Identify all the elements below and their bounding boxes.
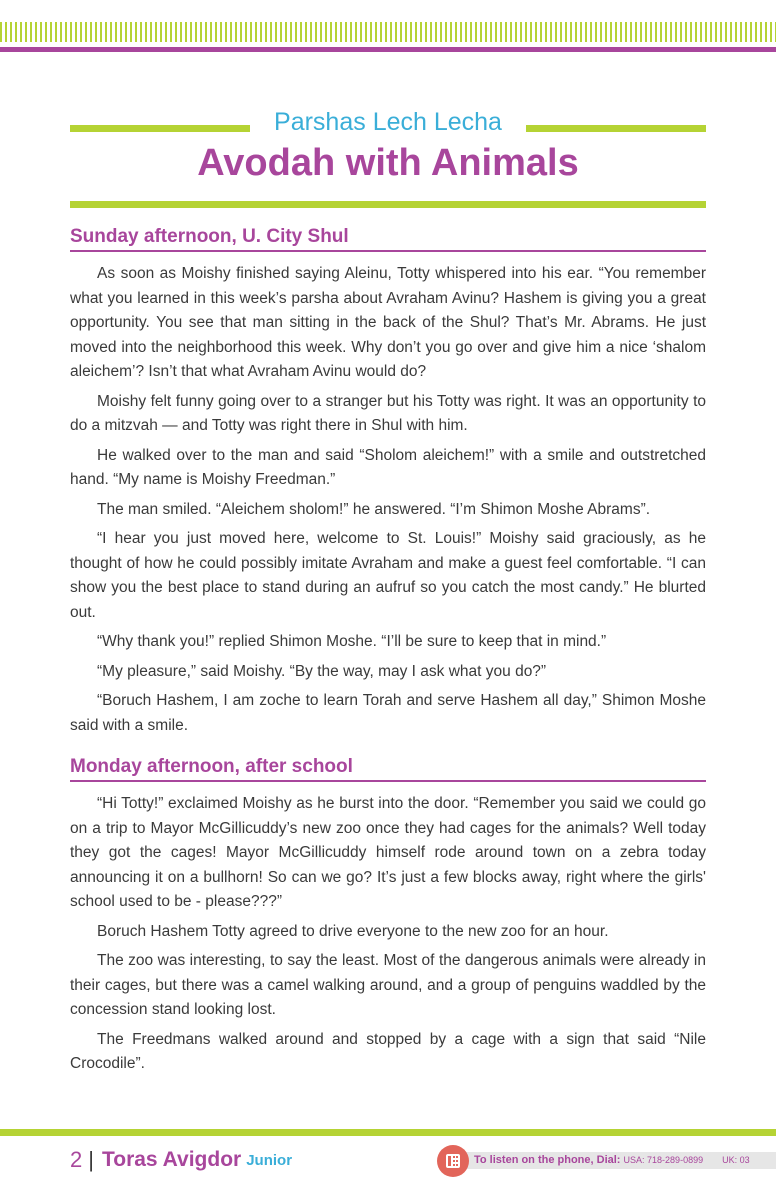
paragraph: “Boruch Hashem, I am zoche to learn Torah and serve Hashem all day,” Shimon Moshe said with a smile. [70, 692, 706, 734]
paragraph: “My pleasure,” said Moishy. “By the way, may I ask what you do?” [97, 662, 547, 680]
section-heading: Monday afternoon, after school [70, 756, 706, 782]
phone-label: To listen on the phone, Dial: [474, 1154, 621, 1166]
article-body [70, 226, 706, 1082]
paragraph: “Why thank you!” replied Shimon Moshe. “I’ll be sure to keep that in mind.” [97, 633, 607, 650]
phone-icon [437, 1145, 469, 1177]
paragraph: “Hi Totty!” exclaimed Moishy as he burst into the door. “Remember you said we could go on a trip to Mayor McGillicuddy’s new zoo once they had cages for the animals? Well today they got the cages! Mayor McGillicuddy himself rode around town on a zebra today announcing it on a bullhorn! So can we go? It’s just a few blocks away, right where the girls' school used to be - please???” [70, 795, 706, 910]
brand-name: Toras Avigdor [101, 1148, 242, 1171]
footer-branding [70, 1146, 292, 1174]
paragraph: The zoo was interesting, to say the least. Most of the dangerous animals were already in their cages, but there was a camel walking around, and a group of penguins waddled by the concession stand looking lost. [70, 952, 706, 1018]
page-title: Avodah with Animals [197, 142, 579, 184]
phone-usa: USA: 718-289-0899 [623, 1155, 704, 1165]
parsha-subtitle: Parshas Lech Lecha [274, 108, 502, 136]
decorative-tick-border [0, 22, 776, 42]
footer-separator: | [88, 1147, 94, 1172]
footer-divider [0, 1129, 776, 1136]
top-divider [0, 47, 776, 52]
paragraph: Moishy felt funny going over to a stranger but his Totty was right. It was an opportunity to do a mitzvah — and Totty was right there in Shul with him. [70, 392, 706, 434]
paragraph: As soon as Moishy finished saying Aleinu, Totty whispered into his ear. “You remember what you learned in this week’s parsha about Avraham Avinu? Hashem is giving you a great opportunity. You see that man sitting in the back of the Shul? That’s Mr. Abrams. He just moved into the neighborhood this week. Why don’t you go over and give him a nice ‘shalom aleichem’? Isn’t that what Avraham Avinu would do? [70, 265, 706, 380]
paragraph: The Freedmans walked around and stopped by a cage with a sign that said “Nile Crocodile”. [70, 1030, 706, 1072]
subtitle-line-right [526, 125, 706, 132]
page-number: 2 [70, 1147, 83, 1172]
paragraph: He walked over to the man and said “Sholom aleichem!” with a smile and outstretched hand. “My name is Moishy Freedman.” [70, 446, 706, 488]
brand-junior: Junior [246, 1151, 293, 1169]
phone-uk: UK: 03 [722, 1155, 750, 1165]
paragraph: The man smiled. “Aleichem sholom!” he answered. “I’m Shimon Moshe Abrams”. [97, 500, 651, 518]
paragraph: “I hear you just moved here, welcome to St. Louis!” Moishy said graciously, as he thought of how he could possibly imitate Avraham and make a guest feel comfortable. “I can show you the best place to stand during an aufruf so you catch the most candy.” He blurted out. [70, 530, 706, 621]
paragraph: Boruch Hashem Totty agreed to drive everyone to the new zoo for an hour. [97, 922, 609, 940]
subtitle-row [70, 108, 706, 142]
title-underline [70, 201, 706, 208]
phone-text [474, 1154, 750, 1166]
phone-info [437, 1145, 776, 1177]
section-heading: Sunday afternoon, U. City Shul [70, 226, 706, 252]
subtitle-line-left [70, 125, 250, 132]
